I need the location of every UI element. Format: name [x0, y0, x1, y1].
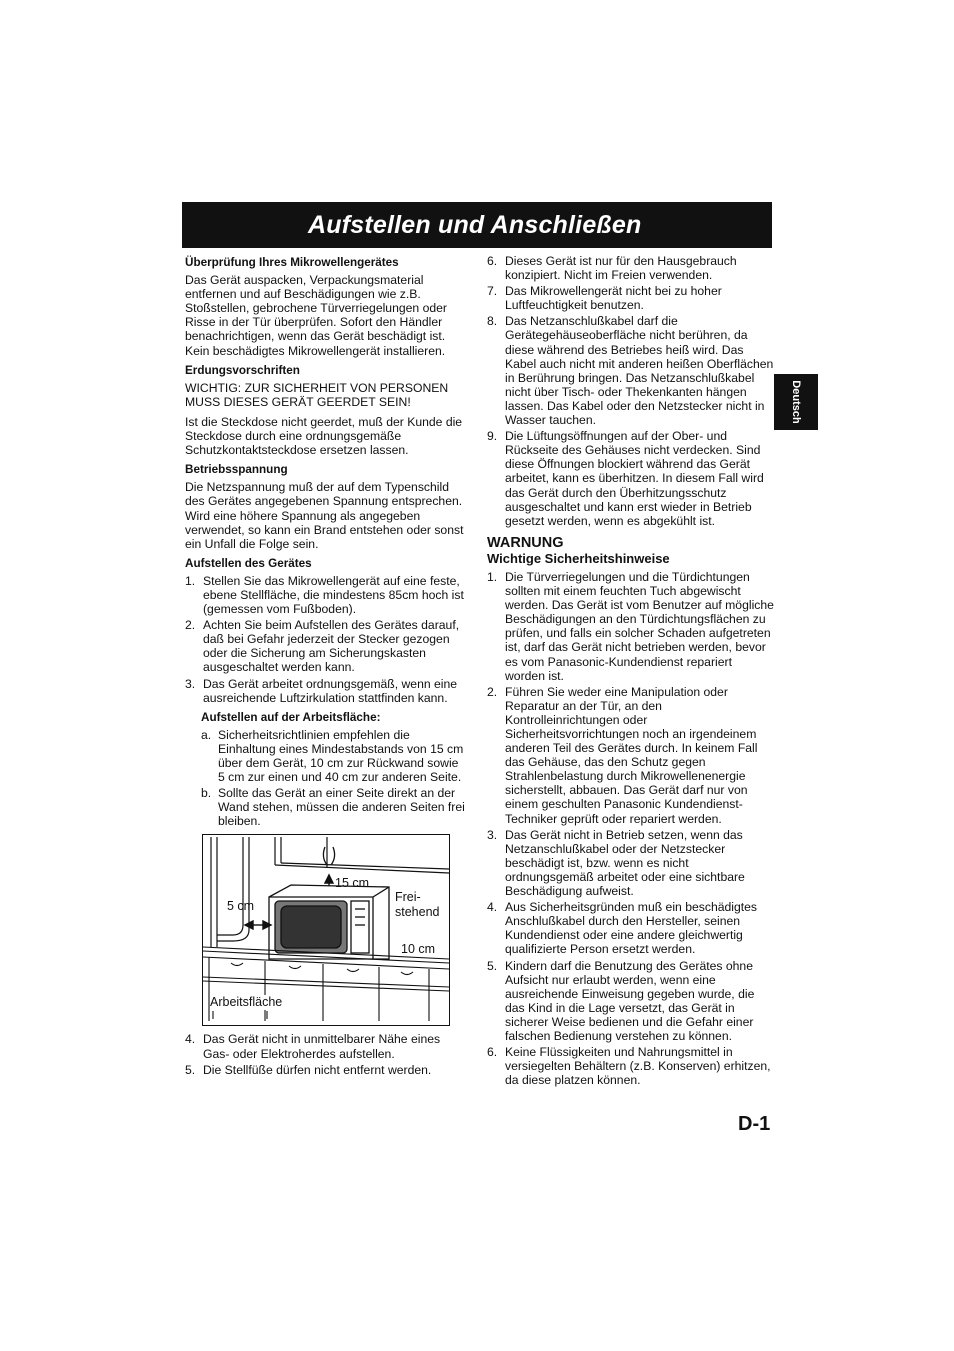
list-item: 5. Die Stellfüße dürfen nicht entfernt werden.	[185, 1062, 432, 1077]
label-freestanding: Frei- stehend	[395, 890, 440, 920]
language-tab-label: Deutsch	[790, 380, 802, 424]
installation-list	[185, 574, 468, 705]
section-text-grounding: Ist die Steckdose nicht geerdet, muß der Kunde die Steckdose durch eine ordnungsgemäße Schutzkontaktsteckdose ersetzen lassen.	[185, 414, 463, 458]
list-item: 4. Das Gerät nicht in unmittelbarer Nähe eines Gas- oder Elektroherdes aufstellen.	[185, 1032, 441, 1061]
section-heading-voltage: Betriebsspannung	[185, 463, 288, 477]
section-text-grounding-important: WICHTIG: ZUR SICHERHEIT VON PERSONEN MUSS DIESES GERÄT GEERDET SEIN!	[185, 380, 449, 409]
list-item: 3. Das Gerät arbeitet ordnungsgemäß, wenn eine ausreichende Luftzirkulation stattfinden kann.	[185, 676, 458, 705]
label-15cm: 15 cm	[335, 876, 370, 891]
page-title: Aufstellen und Anschließen	[308, 211, 642, 239]
countertop-list	[201, 728, 468, 829]
clearance-illustration	[202, 834, 450, 1026]
installation-list-continued	[185, 1032, 468, 1076]
countertop-subsection	[201, 711, 468, 829]
list-item: a. Sicherheitsrichtlinien empfehlen die Einhaltung eines Mindestabstands von 15 cm über dem Gerät, 10 cm zur Rückwand sowie 5 cm zur einen und 40 cm zur anderen Seite.	[201, 727, 464, 785]
list-item: 7. Das Mikrowellengerät nicht bei zu hoher Luftfeuchtigkeit benutzen.	[487, 284, 722, 313]
list-item: 4. Aus Sicherheitsgründen muß ein beschädigtes Anschlußkabel durch den Hersteller, seinen Kundendienst oder eine andere gleichwertig qualifizierte Person ersetzt werden.	[487, 900, 758, 957]
label-countertop: Arbeitsfläche	[210, 995, 283, 1010]
installation-list-right	[487, 254, 775, 528]
page-number: D-1	[738, 1113, 771, 1135]
right-column	[487, 254, 775, 1093]
list-item: 2. Führen Sie weder eine Manipulation oder Reparatur an der Tür, an den Kontrolleinrichtungen oder Sicherheitsvorrichtungen noch an irgendeinem anderen Teil des Gerätes durch. In keinem Fall das Gehäuse, das den Schutz gegen Strahlenbelastung durch Mikrowellenenergie sicherstellt, abbauen. Das Gerät darf nur von einem geschulten Panasonic Kundendienst-Techniker geprüft oder repariert werden.	[487, 684, 758, 826]
list-item: 3. Das Gerät nicht in Betrieb setzen, wenn das Netzanschlußkabel oder der Netzstecker beschädigt ist, bzw. wenn es nicht ordnungsgemäß arbeitet oder eine sichtbare Beschädigung aufweist.	[487, 827, 745, 899]
subsection-heading-countertop: Aufstellen auf der Arbeitsfläche:	[201, 710, 381, 724]
list-item: 2. Achten Sie beim Aufstellen des Gerätes darauf, daß bei Gefahr jederzeit der Stecker gezogen oder die Sicherung am Sicherungskasten ausgeschaltet werden kann.	[185, 618, 460, 675]
list-item: 1. Stellen Sie das Mikrowellengerät auf eine feste, ebene Stellfläche, die mindestens 85cm hoch ist (gemessen vom Fußboden).	[185, 573, 464, 617]
warning-heading: WARNUNG	[487, 534, 564, 551]
left-column	[185, 256, 468, 1083]
section-heading-inspection: Überprüfung Ihres Mikrowellengerätes	[185, 256, 399, 269]
list-item: 8. Das Netzanschlußkabel darf die Gerätegehäuseoberfläche nicht berühren, da diese während des Betriebes heiß wird. Das Kabel auch nicht mit anderen heißen Oberflächen in Berührung bringen. Das Netzanschlußkabel nicht über Tisch- oder Thekenkanten hängen lassen. Das Kabel oder den Netzstecker nicht in Wasser tauchen.	[487, 314, 774, 428]
title-bar	[182, 202, 772, 248]
list-item: 6. Keine Flüssigkeiten und Nahrungsmittel in versiegelten Behältern (z.B. Konserven) erhitzen, da diese platzen können.	[487, 1045, 771, 1088]
section-text-voltage: Die Netzspannung muß der auf dem Typenschild des Gerätes angegebenen Spannung entsprechen. Wird eine höhere Spannung als angegeben verwendet, so kann ein Brand entstehen oder sonst ein Unfall die Folge sein.	[185, 480, 464, 551]
section-heading-installation: Aufstellen des Gerätes	[185, 556, 312, 570]
label-5cm: 5 cm	[227, 899, 255, 914]
warning-subheading: Wichtige Sicherheitshinweise	[487, 550, 670, 566]
section-heading-grounding: Erdungsvorschriften	[185, 363, 300, 377]
warning-list	[487, 570, 775, 1087]
list-item: b. Sollte das Gerät an einer Seite direkt an der Wand stehen, müssen die anderen Seiten frei bleiben.	[201, 786, 465, 829]
list-item: 1. Die Türverriegelungen und die Türdichtungen sollten mit einem feuchten Tuch abgewischt werden. Das Gerät ist vom Benutzer auf mögliche Beschädigungen an den Türdichtungsflächen zu prüfen, und falls ein solcher Schaden aufgetreten ist, darf das Gerät nicht betrieben werden, bevor es vom Panasonic-Kundendienst repariert worden ist.	[487, 569, 774, 683]
list-item: 6. Dieses Gerät ist nur für den Hausgebrauch konzipiert. Nicht im Freien verwenden.	[487, 254, 737, 283]
section-text-inspection: Das Gerät auspacken, Verpackungsmaterial entfernen und auf Beschädigungen wie z.B. Stoßstellen, gebrochene Türverriegelungen oder Risse in der Tür überprüfen. Sofort den Händler benachrichtigen, wenn das Gerät beschädigt ist. Kein beschädigtes Mikrowellengerät installieren.	[185, 273, 447, 358]
list-item: 9. Die Lüftungsöffnungen auf der Ober- und Rückseite des Gehäuses nicht verdecken. Sind diese Öffnungen blockiert während das Gerät arbeitet, kann es überhitzen. In diesem Fall wird das Gerät durch den Überhitzungsschutz ausgeschaltet und kann erst wieder in Betrieb gesetzt werden, wenn es abgekühlt ist.	[487, 429, 764, 528]
label-10cm: 10 cm	[401, 942, 436, 957]
list-item: 5. Kindern darf die Benutzung des Gerätes ohne Aufsicht nur erlaubt werden, wenn eine ausreichende Einweisung gegeben wurde, die das Kind in die Lage versetzt, das Gerät in sicherer Weise bedienen und die Gefahr einer falschen Bedienung verstehen zu können.	[487, 958, 755, 1043]
language-tab	[774, 374, 818, 430]
